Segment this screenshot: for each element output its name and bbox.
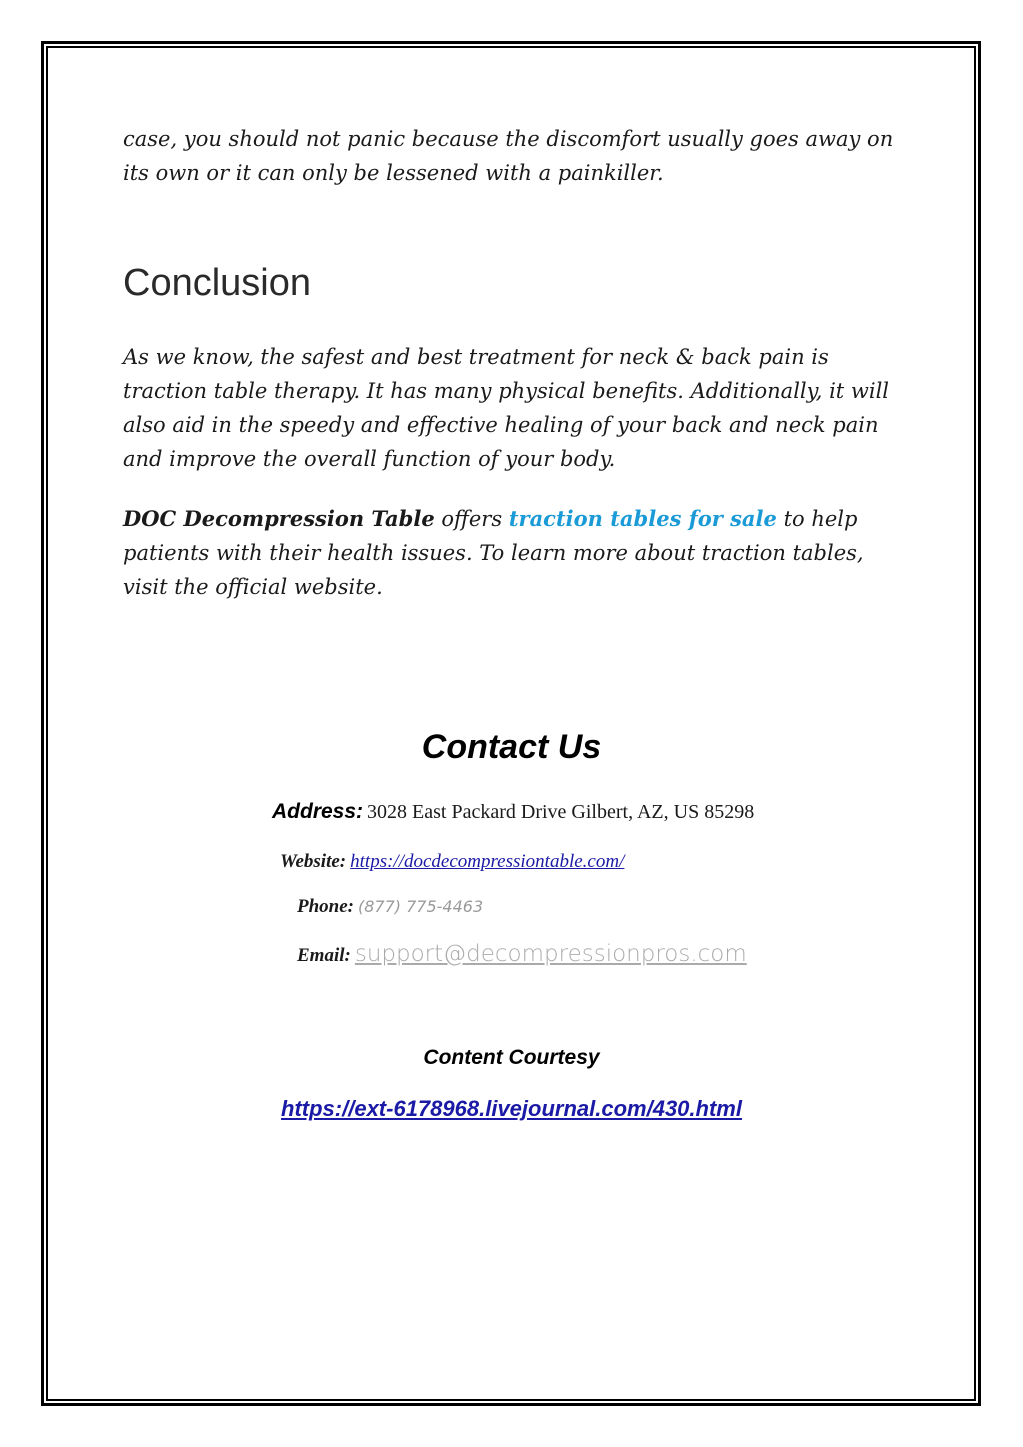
courtesy-link-container — [0, 1096, 1023, 1122]
content-courtesy-heading: Content Courtesy — [423, 1046, 600, 1069]
website-link[interactable]: https://docdecompressiontable.com/ — [350, 851, 625, 872]
address-value: 3028 East Packard Drive Gilbert, AZ, US 85298 — [367, 801, 755, 823]
email-row — [297, 941, 747, 967]
traction-tables-link[interactable]: traction tables for sale — [508, 506, 777, 531]
contact-heading: Contact Us — [421, 728, 602, 766]
intro-paragraph: case, you should not panic because the discomfort usually goes away on its own or it can only be lessened with a painkiller. — [123, 127, 894, 185]
address-label: Address: — [272, 800, 364, 823]
conclusion-paragraph: As we know, the safest and best treatment for neck & back pain is traction table therapy. It has many physical benefits. Additionally, it will also aid in the speedy and effective healing of your back and neck pain and improve the overall function of your body. — [123, 345, 890, 471]
promo-paragraph — [123, 502, 913, 604]
email-link[interactable]: support@decompressionpros.com — [354, 941, 747, 967]
phone-value: (877) 775-4463 — [358, 897, 484, 916]
conclusion-heading: Conclusion — [123, 262, 311, 304]
website-label: Website: — [280, 851, 347, 872]
website-row — [280, 851, 624, 873]
brand-name: DOC Decompression Table — [123, 506, 435, 531]
promo-rest-text: to help patients with their health issues. To learn more about traction tables, visit the official website. — [123, 507, 864, 599]
courtesy-link[interactable]: https://ext-6178968.livejournal.com/430.html — [281, 1096, 742, 1121]
email-label: Email: — [297, 945, 351, 966]
phone-row — [297, 896, 483, 918]
phone-label: Phone: — [297, 896, 354, 917]
address-row — [272, 800, 754, 824]
page-border-inner — [46, 46, 976, 1401]
promo-offers-text: offers — [434, 507, 509, 531]
